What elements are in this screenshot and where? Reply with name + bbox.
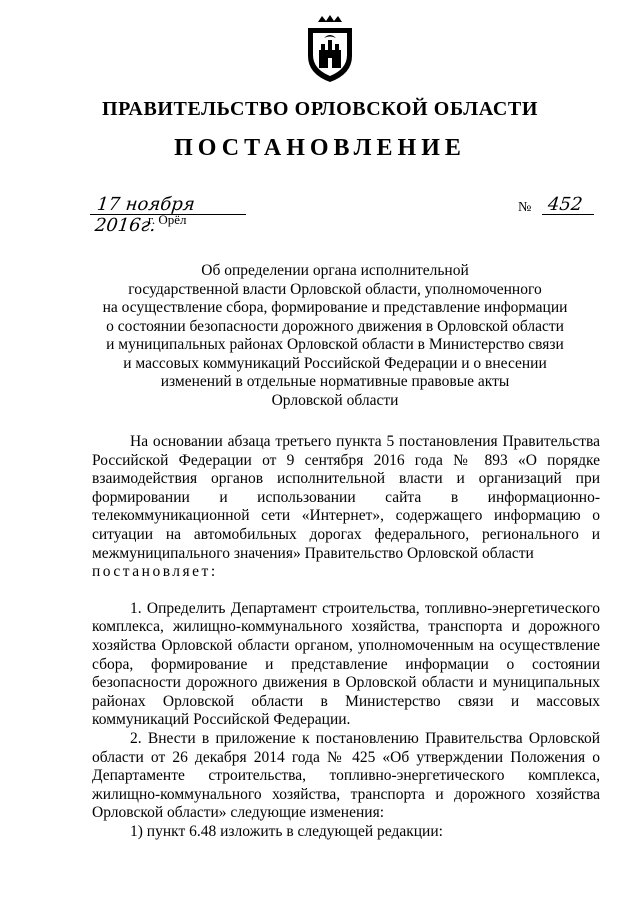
item-2-paragraph: 2. Внести в приложение к постановлению Правительства Орловской области от 26 декабря 2014 года № 425 «Об утверждении Положения о Департаменте строительства, топливно-энергетического комплекса, жилищно-коммунального хозяйства, транспорта и дорожного хозяйства Орловской области» следующие изменения: <box>92 729 600 822</box>
handwritten-number: 452 <box>546 194 584 215</box>
number-sign: № <box>518 200 532 215</box>
oryol-oblast-coat-of-arms-icon <box>304 14 356 84</box>
document-type-title: ПОСТАНОВЛЕНИЕ <box>174 135 466 161</box>
preamble-paragraph: На основании абзаца третьего пункта 5 постановления Правительства Российской Федерации от 9 сентября 2016 года № 893 «О порядке взаимодействия органов исполнительной власти и организаций при формировании и использовании сайта в информационно-телекоммуникационной сети «Интернет», содержащего информацию о ситуации на автомобильных дорогах федерального, регионального и межмуниципального значения» Правительство Орловской области <box>92 433 600 562</box>
document-number <box>518 194 598 220</box>
government-title: ПРАВИТЕЛЬСТВО ОРЛОВСКОЙ ОБЛАСТИ <box>102 98 538 120</box>
subject-line: государственной власти Орловской области, уполномоченного <box>128 280 542 298</box>
resolution-body <box>92 433 600 841</box>
document-city: г. Орёл <box>148 212 187 227</box>
subject-line: на осуществление сбора, формирование и представление информации <box>102 299 568 316</box>
subject-line: Орловской области <box>271 391 399 409</box>
subject-line: изменений в отдельные нормативные правовые акты <box>160 373 510 390</box>
subject-line: о состоянии безопасности дорожного движения в Орловской области <box>106 317 564 335</box>
item-2-subitem-1: 1) пункт 6.48 изложить в следующей редакции: <box>130 822 443 840</box>
resolution-subject <box>100 262 570 410</box>
item-1-paragraph: 1. Определить Департамент строительства, топливно-энергетического комплекса, жилищно-коммунального хозяйства, транспорта и дорожного хозяйства Орловской области органом, уполномоченным на осуществление сбора, формирование и представление информации о состоянии безопасности дорожного движения в Орловской области и муниципальных районах Орловской области в Министерство связи и массовых коммуникаций Российской Федерации. <box>92 599 600 729</box>
subject-line: и массовых коммуникаций Российской Федерации и о внесении <box>123 354 547 372</box>
handwritten-date: 17 ноября 2016г. <box>93 194 196 236</box>
subject-line: Об определении органа исполнительной <box>201 262 469 279</box>
decree-word: постановляет: <box>92 563 218 581</box>
number-underline <box>542 214 594 215</box>
subject-line: и муниципальных районах Орловской области в Министерство связи <box>106 336 564 353</box>
